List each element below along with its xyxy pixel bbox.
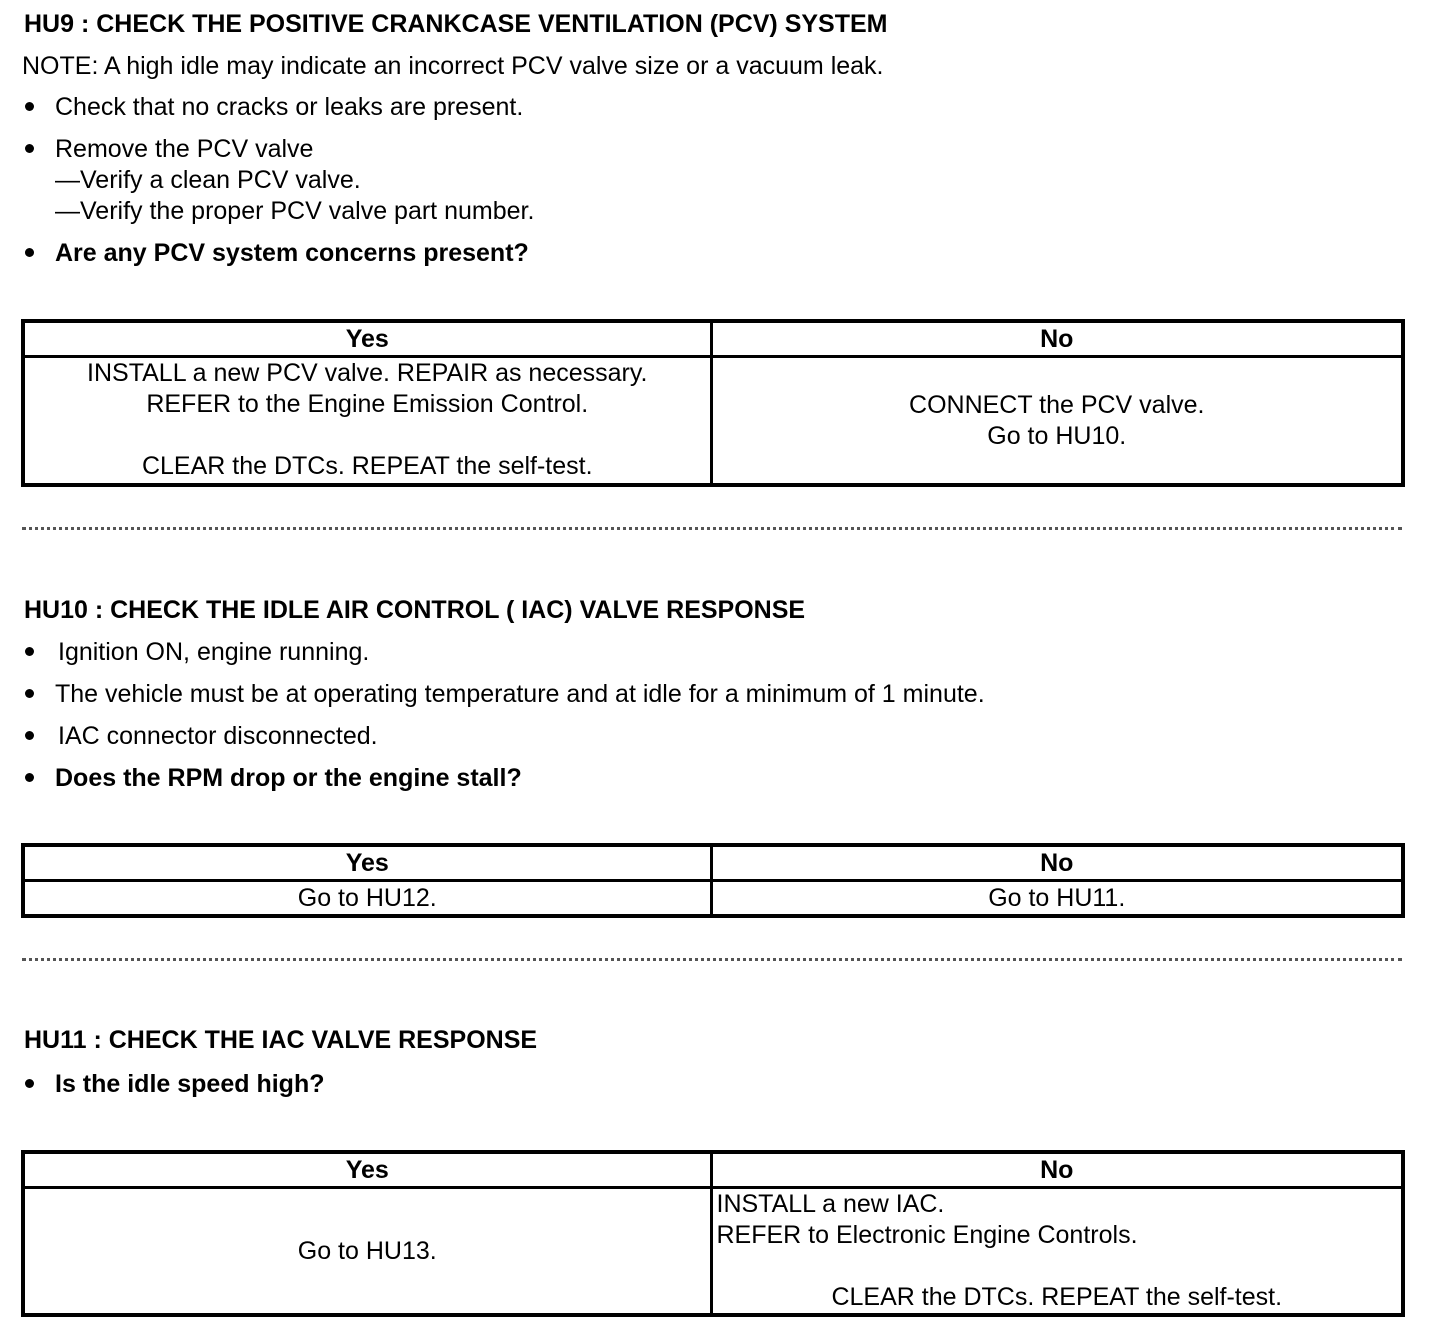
no-cell xyxy=(711,1188,1403,1316)
no-refer: REFER to Electronic Engine Controls. xyxy=(716,1221,1138,1249)
yes-refer: REFER to the Engine Emission Control. xyxy=(146,390,589,418)
hu9-title: HU9 : CHECK THE POSITIVE CRANKCASE VENTILATION (PCV) SYSTEM xyxy=(24,10,888,38)
yes-header: Yes xyxy=(23,845,711,881)
no-header: No xyxy=(711,845,1403,881)
no-install: INSTALL a new IAC. xyxy=(716,1190,945,1218)
hu10-bullet-ignition: Ignition ON, engine running. xyxy=(58,638,370,666)
yes-cell: Go to HU12. xyxy=(23,881,711,917)
bullet-icon xyxy=(25,647,34,656)
bullet-icon xyxy=(25,248,34,257)
hu11-title: HU11 : CHECK THE IAC VALVE RESPONSE xyxy=(24,1026,538,1054)
yes-cell: Go to HU13. xyxy=(23,1188,711,1316)
hu10-result-table xyxy=(21,843,1405,918)
no-header: No xyxy=(711,321,1403,357)
yes-cell xyxy=(23,357,711,486)
hu9-question: Are any PCV system concerns present? xyxy=(55,239,529,267)
hu10-bullet-temperature: The vehicle must be at operating temperature and at idle for a minimum of 1 minute. xyxy=(55,680,985,708)
no-header: No xyxy=(711,1152,1403,1188)
hu9-sub-clean: —Verify a clean PCV valve. xyxy=(55,166,361,194)
bullet-icon xyxy=(25,731,34,740)
yes-clear: CLEAR the DTCs. REPEAT the self-test. xyxy=(141,452,593,480)
no-clear: CLEAR the DTCs. REPEAT the self-test. xyxy=(831,1283,1283,1311)
no-goto: Go to HU10. xyxy=(987,421,1127,450)
hu11-result-table xyxy=(21,1150,1405,1317)
no-cell xyxy=(711,357,1403,486)
bullet-icon xyxy=(25,144,34,153)
bullet-icon xyxy=(25,689,34,698)
hu11-question: Is the idle speed high? xyxy=(55,1070,325,1098)
yes-header: Yes xyxy=(23,321,711,357)
hu9-bullet-cracks: Check that no cracks or leaks are present. xyxy=(55,93,524,121)
no-connect: CONNECT the PCV valve. xyxy=(909,390,1205,419)
bullet-icon xyxy=(25,773,34,782)
yes-header: Yes xyxy=(23,1152,711,1188)
hu9-bullet-remove: Remove the PCV valve xyxy=(55,135,314,163)
bullet-icon xyxy=(25,102,34,111)
hu9-result-table xyxy=(21,319,1405,487)
hu9-sub-part: —Verify the proper PCV valve part number. xyxy=(55,197,535,225)
yes-install: INSTALL a new PCV valve. REPAIR as necessary. xyxy=(87,359,648,387)
no-cell: Go to HU11. xyxy=(711,881,1403,917)
hu10-bullet-connector: IAC connector disconnected. xyxy=(58,722,378,750)
section-divider xyxy=(22,527,1402,530)
hu10-title: HU10 : CHECK THE IDLE AIR CONTROL ( IAC) VALVE RESPONSE xyxy=(24,596,806,624)
section-divider xyxy=(22,958,1402,961)
bullet-icon xyxy=(25,1079,34,1088)
hu10-question: Does the RPM drop or the engine stall? xyxy=(55,764,522,792)
hu9-note: NOTE: A high idle may indicate an incorrect PCV valve size or a vacuum leak. xyxy=(22,52,884,80)
